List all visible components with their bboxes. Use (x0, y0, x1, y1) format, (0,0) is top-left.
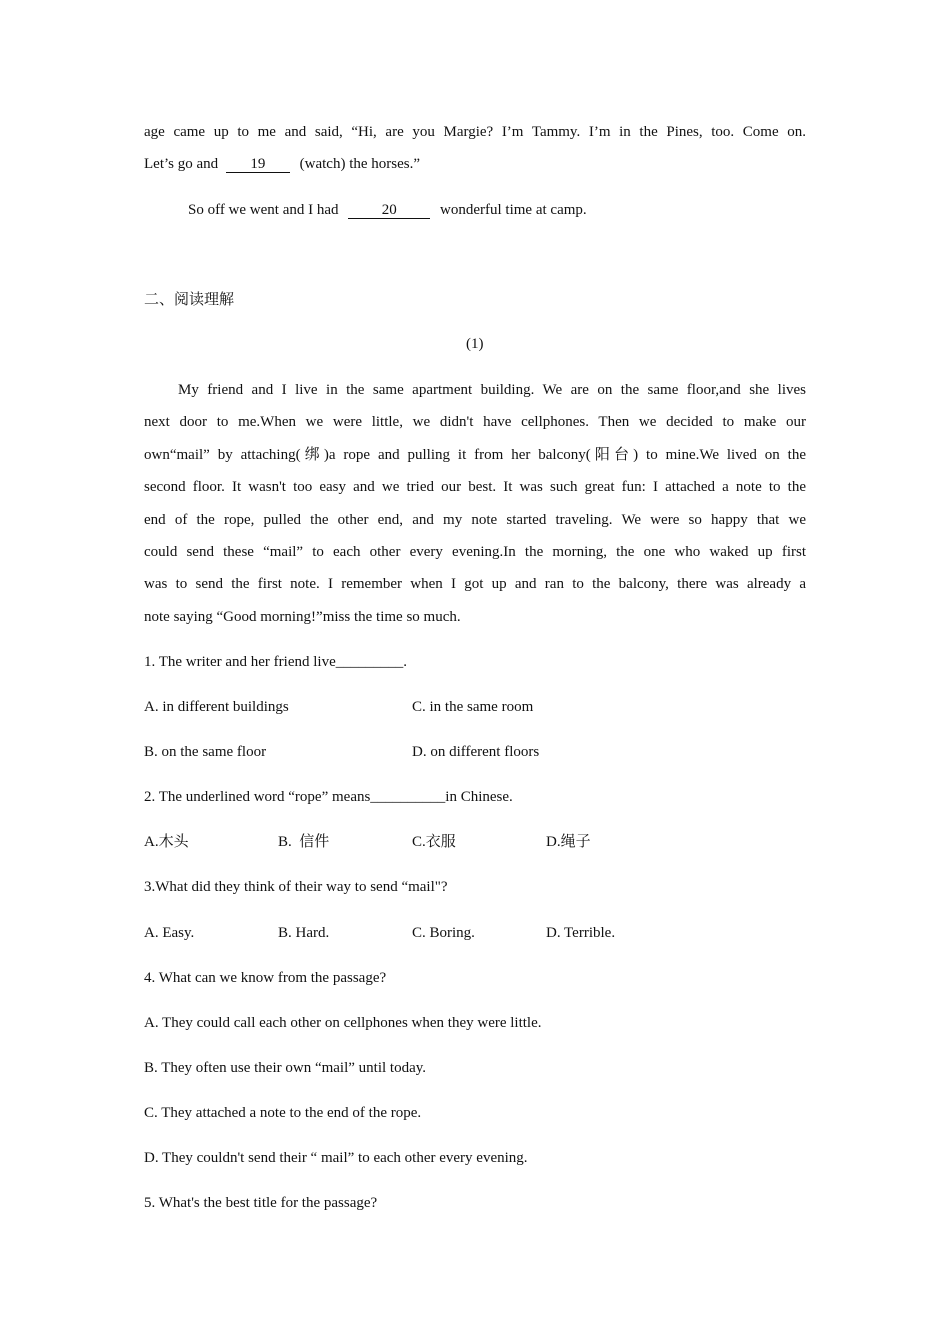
cloze-line-2-pre: Let’s go and (144, 156, 219, 172)
question-1-stem: 1. The writer and her friend live_________. (144, 654, 407, 670)
question-2-option-a: A.木头 (144, 834, 189, 850)
question-3-option-b: B. Hard. (278, 925, 330, 941)
passage-line-4: second floor. It wasn't too easy and we tried our best. It was such great fun: I attached a note to the (144, 479, 806, 495)
passage-line-5: end of the rope, pulled the other end, and my note started traveling. We were so happy that we (144, 512, 806, 528)
question-3-option-d: D. Terrible. (546, 925, 616, 941)
question-4-option-a: A. They could call each other on cellphones when they were little. (144, 1015, 542, 1031)
passage-line-1: My friend and I live in the same apartment building. We are on the same floor,and she lives (178, 382, 806, 398)
cloze-line-3-pre: So off we went and I had (188, 202, 339, 218)
passage-line-8: note saying “Good morning!”miss the time so much. (144, 609, 461, 625)
passage-line-7: was to send the first note. I remember when I got up and ran to the balcony, there was already a (144, 576, 806, 592)
passage-number: (1) (466, 336, 484, 352)
question-1-option-a: A. in different buildings (144, 699, 289, 715)
cloze-line-2-post: (watch) the horses.” (299, 156, 421, 172)
question-2-option-b: B. 信件 (278, 834, 330, 850)
blank-19: 19 (226, 156, 290, 173)
section-title: 二、阅读理解 (144, 290, 235, 308)
question-1-option-d: D. on different floors (412, 744, 540, 760)
question-4-option-c: C. They attached a note to the end of the rope. (144, 1105, 422, 1121)
question-2-stem: 2. The underlined word “rope” means__________in Chinese. (144, 789, 513, 805)
question-3-option-a: A. Easy. (144, 925, 195, 941)
question-5-stem: 5. What's the best title for the passage? (144, 1195, 378, 1211)
question-3-stem: 3.What did they think of their way to send “mail"? (144, 879, 448, 895)
question-3-option-c: C. Boring. (412, 925, 475, 941)
question-2-option-c: C.衣服 (412, 834, 456, 850)
cloze-line-1: age came up to me and said, “Hi, are you Margie? I’m Tammy. I’m in the Pines, too. Come on. (144, 124, 806, 140)
cloze-line-2 (144, 154, 420, 174)
question-1-option-c: C. in the same room (412, 699, 534, 715)
passage-line-3: own“mail” by attaching(绑)a rope and pulling it from her balcony(阳台) to mine.We lived on the (144, 447, 806, 463)
question-4-option-b: B. They often use their own “mail” until today. (144, 1060, 427, 1076)
blank-20: 20 (348, 202, 430, 219)
question-2-option-d: D.绳子 (546, 834, 591, 850)
question-4-option-d: D. They couldn't send their “ mail” to each other every evening. (144, 1150, 528, 1166)
question-4-stem: 4. What can we know from the passage? (144, 970, 387, 986)
passage-line-2: next door to me.When we were little, we didn't have cellphones. Then we decided to make our (144, 414, 806, 430)
cloze-line-3 (188, 200, 587, 220)
passage-line-6: could send these “mail” to each other every evening.In the morning, the one who waked up first (144, 544, 806, 560)
cloze-line-3-post: wonderful time at camp. (440, 202, 587, 218)
question-1-option-b: B. on the same floor (144, 744, 267, 760)
